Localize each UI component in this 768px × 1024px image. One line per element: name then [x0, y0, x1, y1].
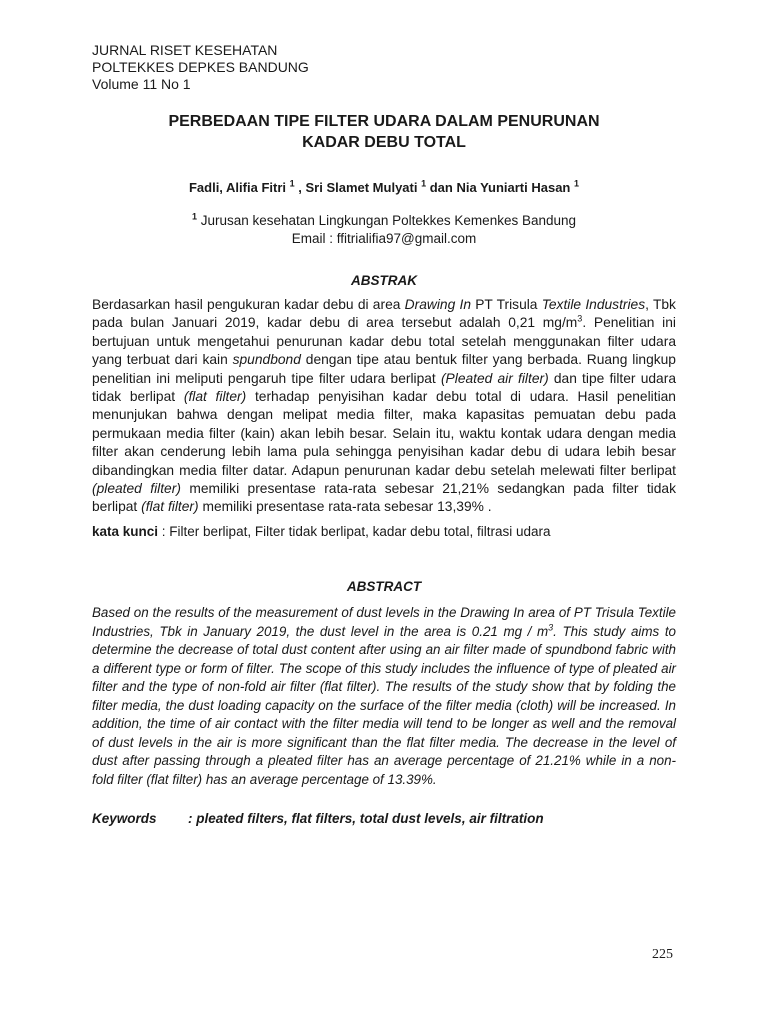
abstrak-paragraph — [92, 296, 676, 517]
author-list — [92, 180, 676, 195]
text-run: Based on the results of the measurement of dust levels in the Drawing In area of PT Trisula Textile Industries, Tbk in January 2019, the dust level in the area is 0.21 mg / m — [92, 605, 676, 639]
text-run: PT Trisula — [475, 297, 538, 312]
abstract-paragraph — [92, 604, 676, 789]
page-number: 225 — [652, 947, 673, 962]
text-run: , Tbk pada bulan Januari 2019, kadar debu di area tersebut adalah 0,21 mg/m — [92, 297, 676, 331]
author-2-affil: 1 — [421, 178, 427, 189]
text-run-italic: Textile Industries — [541, 297, 646, 312]
title-line-1: PERBEDAAN TIPE FILTER UDARA DALAM PENURUNAN — [168, 113, 600, 130]
journal-volume: Volume 11 No 1 — [92, 76, 191, 92]
affiliation-block — [92, 212, 676, 248]
abstrak-heading: ABSTRAK — [351, 273, 417, 288]
keywords-label: Keywords — [92, 811, 157, 826]
kata-kunci-label: kata kunci — [92, 524, 159, 539]
text-run: memiliki presentase rata-rata sebesar 13,39% . — [202, 499, 492, 515]
abstract-heading: ABSTRACT — [346, 579, 422, 594]
author-2: , Sri Slamet Mulyati — [298, 180, 418, 195]
text-run-italic: spundbond — [232, 352, 301, 368]
text-run-italic: (flat filter) — [141, 499, 199, 515]
kata-kunci — [92, 524, 676, 539]
author-1: Fadli, Alifia Fitri — [188, 180, 286, 195]
text-run-italic: (Pleated air filter) — [440, 370, 549, 386]
journal-name: JURNAL RISET KESEHATAN — [92, 42, 278, 58]
superscript: 3 — [548, 622, 554, 633]
text-run: dengan tipe atau bentuk filter yang berbada. Ruang lingkup penelitian ini meliputi pengaruh tipe filter udara berlipat — [92, 352, 676, 386]
title-line-2: KADAR DEBU TOTAL — [302, 134, 466, 151]
affiliation-department — [92, 212, 676, 230]
text-run: Berdasarkan hasil pengukuran kadar debu di area — [92, 297, 401, 312]
author-3-affil: 1 — [574, 178, 580, 189]
text-run: dan tipe filter udara tidak berlipat — [92, 370, 676, 405]
journal-institution: POLTEKKES DEPKES BANDUNG — [92, 59, 309, 75]
author-email: Email : ffitrialifia97@gmail.com — [291, 231, 477, 246]
kata-kunci-text: : Filter berlipat, Filter tidak berlipat, kadar debu total, filtrasi udara — [161, 524, 551, 539]
author-3: dan Nia Yuniarti Hasan — [429, 180, 571, 195]
author-1-affil: 1 — [289, 178, 295, 189]
keywords — [92, 811, 676, 826]
paper-title — [92, 111, 676, 153]
text-run-italic: Drawing In — [404, 297, 471, 312]
text-run: . This study aims to determine the decrease of total dust content after using an air filter made of spundbond fabric with a different type or form of filter. The scope of this study includes the influence of type of pleated air filter and the type of non-fold air filter (flat filter). The results of the study show that by folding the filter media, the dust loading capacity on the surface of the filter media (cloth) will be increased. In addition, the time of air contact with the filter media will tend to be longer as well and the removal of dust levels in the air is more significant than the flat filter media. The decrease in the level of dust after passing through a pleated filter has an average percentage of 21.21% while in a non-fold filter (flat filter) has an average percentage of 13.39%. — [92, 623, 676, 787]
affiliation-sup: 1 — [191, 211, 197, 222]
text-run-italic: (flat filter) — [183, 389, 247, 405]
keywords-text: : pleated filters, flat filters, total dust levels, air filtration — [188, 811, 544, 826]
affiliation-text: Jurusan kesehatan Lingkungan Poltekkes Kemenkes Bandung — [200, 213, 577, 228]
text-run: . Penelitian ini bertujuan untuk mengetahui penurunan kadar debu total setelah menggunakan filter udara yang terbuat dari kain — [92, 315, 676, 368]
superscript: 3 — [577, 313, 583, 324]
text-run-italic: (pleated filter) — [92, 481, 181, 497]
text-run: memiliki presentase rata-rata sebesar 21,21% sedangkan pada filter tidak berlipat — [92, 481, 676, 515]
text-run: terhadap penyisihan kadar debu total di udara. Hasil penelitian menunjukan bahwa dengan melipat media filter, maka kapasitas pemuatan debu pada permukaan media filter (kain) akan lebih besar. Selain itu, waktu kontak udara dengan media filter akan cenderung lebih lama pula sehingga penyisihan kadar debu di udara lebih besar dibandingkan media filter datar. Adapun penurunan kadar debu setelah melewati filter berlipat — [92, 389, 676, 478]
journal-header — [92, 42, 309, 93]
